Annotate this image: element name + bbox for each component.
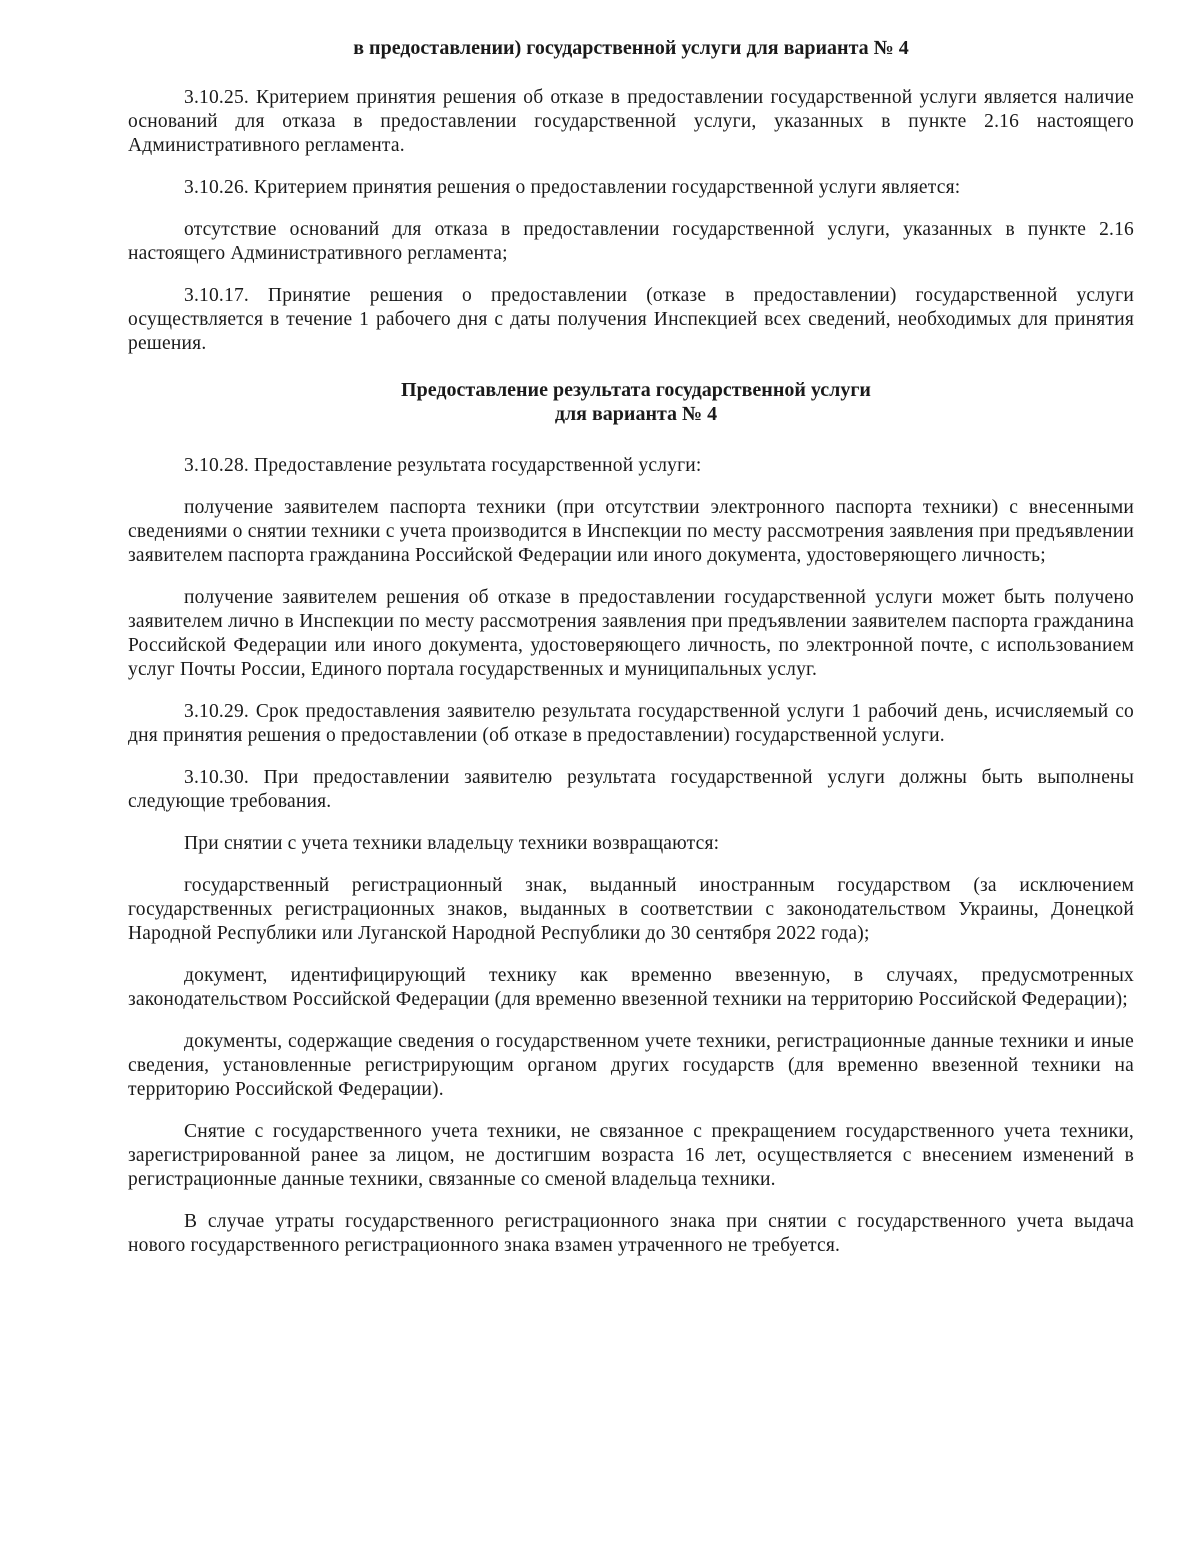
- paragraph-3-10-26: 3.10.26. Критерием принятия решения о предоставлении государственной услуги является:: [184, 177, 961, 198]
- document-page: [128, 36, 1134, 1258]
- paragraph-3-10-29: 3.10.29. Срок предоставления заявителю результата государственной услуги 1 рабочий день, исчисляемый со дня принятия решения о предоставлении (об отказе в предоставлении) государственной услуги.: [128, 701, 1134, 746]
- paragraph-3-10-17: 3.10.17. Принятие решения о предоставлении (отказе в предоставлении) государственной услуги осуществляется в течение 1 рабочего дня с даты получения Инспекцией всех сведений, необходимых для принятия решения.: [128, 285, 1134, 354]
- paragraph-returned-items-intro: При снятии с учета техники владельцу техники возвращаются:: [184, 833, 720, 854]
- paragraph-criteria-item: отсутствие оснований для отказа в предоставлении государственной услуги, указанных в пункте 2.16 настоящего Административного регламента;: [128, 219, 1134, 264]
- paragraph-temporary-import-document: документ, идентифицирующий технику как временно ввезенную, в случаях, предусмотренных законодательством Российской Федерации (для временно ввезенной техники на территорию Российской Федерации);: [128, 965, 1134, 1010]
- paragraph-3-10-25: 3.10.25. Критерием принятия решения об отказе в предоставлении государственной услуги является наличие оснований для отказа в предоставлении государственной услуги, указанных в пункте 2.16 настоящего Административного регламента.: [128, 87, 1134, 156]
- top-heading: в предоставлении) государственной услуги для варианта № 4: [353, 37, 909, 59]
- paragraph-minor-owner: Снятие с государственного учета техники, не связанное с прекращением государственного учета техники, зарегистрированной ранее за лицом, не достигшим возраста 16 лет, осуществляется с внесением изменений в регистрационные данные техники, связанные со сменой владельца техники.: [128, 1121, 1134, 1190]
- paragraph-passport-result: получение заявителем паспорта техники (при отсутствии электронного паспорта техники) с внесенными сведениями о снятии техники с учета производится в Инспекции по месту рассмотрения заявления при предъявлении заявителем паспорта гражданина Российской Федерации или иного документа, удостоверяющего личность;: [128, 497, 1134, 566]
- section-heading: [128, 378, 1134, 426]
- section-heading-line-2: для варианта № 4: [554, 403, 718, 425]
- paragraph-lost-plate: В случае утраты государственного регистрационного знака при снятии с государственного учета выдача нового государственного регистрационного знака взамен утраченного не требуется.: [128, 1211, 1134, 1256]
- paragraph-3-10-28: 3.10.28. Предоставление результата государственной услуги:: [184, 455, 702, 476]
- paragraph-registration-documents: документы, содержащие сведения о государственном учете техники, регистрационные данные техники и иные сведения, установленные регистрирующим органом других государств (для временно ввезенной техники на территорию Российской Федерации).: [128, 1031, 1134, 1100]
- section-heading-line-1: Предоставление результата государственной услуги: [401, 379, 871, 401]
- paragraph-3-10-30: 3.10.30. При предоставлении заявителю результата государственной услуги должны быть выполнены следующие требования.: [128, 767, 1134, 812]
- paragraph-refusal-result: получение заявителем решения об отказе в предоставлении государственной услуги может быть получено заявителем лично в Инспекции по месту рассмотрения заявления при предъявлении заявителем паспорта гражданина Российской Федерации или иного документа, удостоверяющего личность, по электронной почте, с использованием услуг Почты России, Единого портала государственных и муниципальных услуг.: [128, 587, 1134, 680]
- paragraph-registration-plate: государственный регистрационный знак, выданный иностранным государством (за исключением государственных регистрационных знаков, выданных в соответствии с законодательством Украины, Донецкой Народной Республики или Луганской Народной Республики до 30 сентября 2022 года);: [128, 875, 1134, 944]
